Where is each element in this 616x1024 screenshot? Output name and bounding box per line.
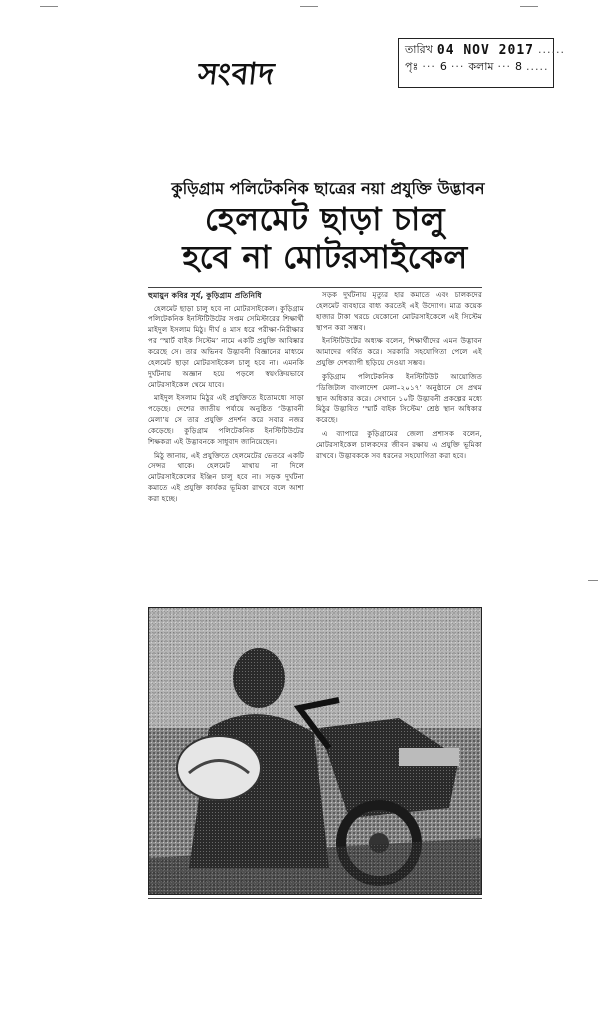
paragraph: কুড়িগ্রাম পলিটেকনিক ইনস্টিটিউট আয়োজিত ‘ডিজিটাল বাংলাদেশ মেলা–২০১৭’ অনুষ্ঠানে সে প্রথম স্থান অধিকার করে। সেখানে ১০টি উদ্ভাবনী প্রকল্পের মধ্যে মিঠুর উদ্ভাবিত ‘স্মার্ট বাইক সিস্টেম’ শ্রেষ্ঠ স্থান অধিকার করেছে।: [316, 372, 482, 425]
scan-mark: [520, 6, 538, 7]
scan-mark: [40, 6, 58, 7]
article-photo: [148, 607, 482, 895]
paragraph: সড়ক দুর্ঘটনায় মৃত্যুর হার কমাতে এবং চালকদের হেলমেট ব্যবহারে বাধ্য করতেই এই উদ্যোগ। মাত্র কয়েক হাজার টাকা খরচে যেকোনো মোটরসাইকেলে এই সিস্টেম স্থাপন করা সম্ভব।: [316, 291, 482, 332]
date-stamp: [398, 38, 565, 88]
paragraph: ইনস্টিটিউটের অধ্যক্ষ বলেন, শিক্ষার্থীদের এমন উদ্ভাবন আমাদের গর্বিত করে। সরকারি সহযোগিতা পেলে এই প্রযুক্তি দেশব্যাপী ছড়িয়ে দেওয়া সম্ভব।: [316, 337, 482, 368]
date-label: তারিখ: [405, 43, 433, 57]
scan-mark: [588, 580, 598, 581]
column-value: 8: [515, 59, 523, 73]
article-headline: [160, 200, 490, 277]
newspaper-name: সংবাদ: [196, 57, 277, 92]
byline: হুমায়ুন কবির সূর্য, কুড়িগ্রাম প্রতিনিধি: [148, 291, 262, 300]
bottom-rule: [148, 898, 482, 899]
date-value: 04 NOV 2017: [436, 43, 534, 58]
article-column-left: [148, 290, 304, 508]
headline-line-2: হবে না মোটরসাইকেল: [182, 238, 468, 277]
page-value: 6: [439, 59, 447, 73]
headline-line-1: হেলমেট ছাড়া চালু: [204, 200, 446, 238]
date-row: তারিখ 04 NOV 2017 ......: [405, 43, 565, 58]
column-label: কলাম: [468, 59, 494, 73]
paragraph: মাইদুল ইসলাম মিঠুর এই প্রযুক্তিতে ইতোমধ্যে সাড়া পড়েছে। দেশের জাতীয় পর্যায়ে অনুষ্ঠিত ‘উদ্ভাবনী মেলা’য় সে তার প্রযুক্তি প্রদর্শন করে সবার নজর কেড়েছে। কুড়িগ্রাম পলিটেকনিক ইনস্টিটিউটের শিক্ষকরা এই উদ্ভাবনকে সাধুবাদ জানিয়েছেন।: [148, 394, 304, 446]
scan-mark: [300, 6, 318, 7]
article-column-right: [316, 290, 482, 465]
paragraph: হেলমেট ছাড়া চালু হবে না মোটরসাইকেল। কুড়িগ্রাম পলিটেকনিক ইনস্টিটিউটের সপ্তম সেমিস্টারের শিক্ষার্থী মাইদুল ইসলাম মিঠু। দীর্ঘ ৪ মাস ধরে পরীক্ষা-নিরীক্ষার পর ‘স্মার্ট বাইক সিস্টেম’ নামে একটি প্রযুক্তি আবিষ্কার করেছে সে। তার অভিনব উদ্ভাবনী বিজ্ঞানের মাধ্যমে হেলমেট ছাড়া মোটরসাইকেল চালু হবে না। এমনকি দুর্ঘটনায় অজ্ঞান হয়ে পড়লে স্বয়ংক্রিয়ভাবে মোটরসাইকেল থেমে যাবে।: [148, 304, 304, 389]
photo-graphic: [149, 608, 482, 895]
page-column-row: পৃঃ ··· 6 ··· কলাম ··· 8 .....: [405, 59, 549, 73]
paragraph: মিঠু জানায়, এই প্রযুক্তিতে হেলমেটের ভেতরে একটি সেন্সর থাকে। হেলমেট মাথায় না দিলে মোটরসাইকেলের ইঞ্জিন চালু হবে না। সড়ক দুর্ঘটনা কমাতে এই প্রযুক্তি কার্যকর ভূমিকা রাখবে বলে আশা করা হচ্ছে।: [148, 451, 304, 503]
headline-rule: [148, 287, 482, 288]
article-kicker: কুড়িগ্রাম পলিটেকনিক ছাত্রের নয়া প্রযুক্তি উদ্ভাবন: [171, 179, 485, 198]
paragraph: এ ব্যাপারে কুড়িগ্রামের জেলা প্রশাসক বলেন, মোটরসাইকেল চালকদের জীবন রক্ষায় এ প্রযুক্তি ভূমিকা রাখবে। উদ্ভাবককে সব ধরনের সহযোগিতা করা হবে।: [316, 430, 482, 460]
page-label: পৃঃ: [405, 59, 419, 73]
